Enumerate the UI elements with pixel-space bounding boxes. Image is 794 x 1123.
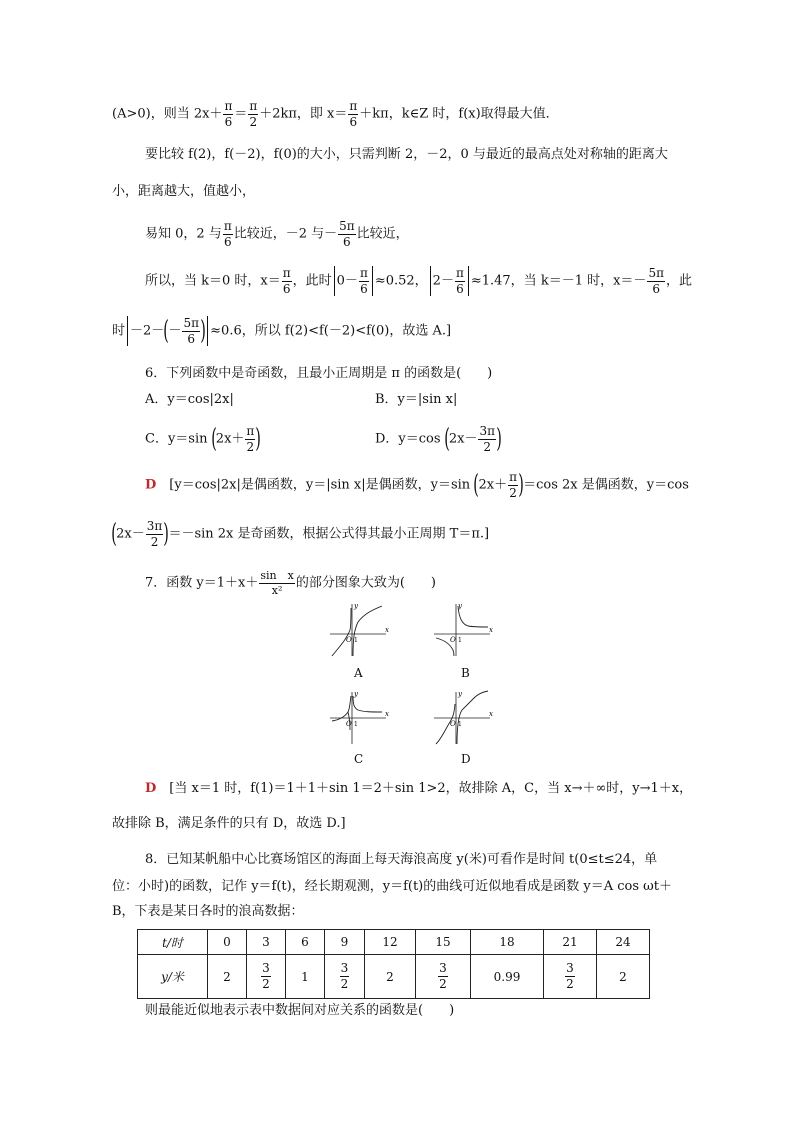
q7-b-one: 1 xyxy=(458,637,462,644)
q7-graph-a xyxy=(328,600,390,658)
solution-line-6: 时 －2－(－ $\frac{5\pi}{6}$ ) ≈0.6，所以 f(2)<f(－2)<f(0)，故选 A.] xyxy=(112,315,452,346)
table-cell: 0.99 xyxy=(471,955,544,999)
q8-stem-line-3: B，下表是某日各时的浪高数据： xyxy=(112,904,304,919)
q6-explanation-line-2: (2x－ $\frac{3\pi}{2}$ )＝－sin 2x 是奇函数，根据公式得其最小正周期 T＝π.] xyxy=(111,519,490,550)
q7-c-axis-x: x xyxy=(385,710,389,718)
table-cell: $\frac{3}{2}$ xyxy=(325,955,365,999)
table-cell: 2 xyxy=(208,955,247,999)
solution-line-1: (A>0)，则当 2x＋ $\frac{\pi}{6}$ ＝ $\frac{\pi}{2}$ ＋2kπ，即 x＝ $\frac{\pi}{6}$ ＋kπ，k∈Z 时，f(x)取得最大值． xyxy=(112,99,559,129)
q6-option-b: B．y＝|sin x| xyxy=(375,392,458,407)
q7-stem: 7．函数 y＝1＋x＋ $\frac{\text{sin x}}{\text{x²}}$ 的部分图象大致为( ) xyxy=(145,569,436,597)
q6-answer: D xyxy=(145,477,157,493)
q7-label-b: B xyxy=(461,666,470,680)
q8-stem-line-2: 位：小时)的函数，记作 y＝f(t)，经长期观测，y＝f(t)的曲线可近似地看成是函数 y＝A cos ωt＋ xyxy=(112,879,672,894)
solution-line-4: 易知 0，2 与 $\frac{\pi}{6}$ 比较近，－2 与－ $\frac{5\pi}{6}$ 比较近， xyxy=(145,219,409,249)
q7-graph-b xyxy=(432,600,494,658)
table-cell: 6 xyxy=(286,930,325,955)
q7-explanation-line-2: 故排除 B，满足条件的只有 D，故选 D.] xyxy=(112,816,346,831)
q7-d-one: 1 xyxy=(458,721,462,728)
q7-d-axis-x: x xyxy=(489,710,493,718)
q7-label-a: A xyxy=(354,666,363,680)
table-cell: 3 xyxy=(247,930,286,955)
q8-footer: 则最能近似地表示表中数据间对应关系的函数是( ) xyxy=(145,1003,455,1018)
table-cell: $\frac{3}{2}$ xyxy=(247,955,286,999)
q6-stem: 6．下列函数中是奇函数，且最小正周期是 π 的函数是( ) xyxy=(145,366,493,381)
table-row-height xyxy=(138,955,650,999)
q7-a-axis-x: x xyxy=(385,626,389,634)
wave-height-table xyxy=(137,929,650,999)
table-cell: 15 xyxy=(416,930,471,955)
q7-b-axis-y: y xyxy=(458,602,462,610)
q7-a-one: 1 xyxy=(354,637,358,644)
q7-c-axis-y: y xyxy=(354,690,358,698)
table-row-time xyxy=(138,930,650,955)
table-cell: 1 xyxy=(286,955,325,999)
q7-d-axis-y: y xyxy=(458,690,462,698)
table-cell: $\frac{3}{2}$ xyxy=(416,955,471,999)
table-cell: 12 xyxy=(365,930,416,955)
q8-stem-line-1: 8．已知某帆船中心比赛场馆区的海面上每天海浪高度 y(米)可看作是时间 t(0≤t≤24，单 xyxy=(145,852,658,867)
q7-c-one: 1 xyxy=(354,721,358,728)
q6-option-c: C．y＝sin (2x＋ $\frac{\pi}{2}$ ) xyxy=(145,424,262,455)
table-cell: $\frac{3}{2}$ xyxy=(544,955,597,999)
solution-line-5: 所以，当 k＝0 时，x＝ $\frac{\pi}{6}$ ，此时 0－ $\frac{\pi}{6}$ ≈0.52， 2－ $\frac{\pi}{6}$ ≈1.47，当 k＝－1 时，x＝－ $\frac{5\pi}{6}$ ，此 xyxy=(145,265,692,296)
q6-option-a: A．y＝cos|2x| xyxy=(145,392,234,407)
table-header-time: t/时 xyxy=(138,930,208,955)
q7-label-c: C xyxy=(354,752,364,766)
table-cell: 2 xyxy=(365,955,416,999)
table-cell: 21 xyxy=(544,930,597,955)
q7-label-d: D xyxy=(461,752,471,766)
table-header-height: y/米 xyxy=(138,955,208,999)
q7-a-origin: O xyxy=(346,636,352,644)
solution-line-2: 要比较 f(2)，f(－2)，f(0)的大小，只需判断 2，－2，0 与最近的最高点处对称轴的距离大 xyxy=(145,147,668,162)
q7-c-origin: O xyxy=(346,720,352,728)
q6-option-d: D．y＝cos (2x－ $\frac{3\pi}{2}$ ) xyxy=(375,424,502,455)
table-cell: 18 xyxy=(471,930,544,955)
q7-answer: D xyxy=(145,781,157,796)
q7-d-origin: O xyxy=(450,720,456,728)
q7-explanation-line-1: D [当 x＝1 时，f(1)＝1＋1＋sin 1＝2＋sin 1>2，故排除 A，C，当 x→＋∞时，y→1＋x， xyxy=(145,781,693,796)
solution-line-3: 小，距离越大，值越小， xyxy=(112,184,256,199)
q7-b-origin: O xyxy=(450,636,456,644)
table-cell: 9 xyxy=(325,930,365,955)
q7-a-axis-y: y xyxy=(354,602,358,610)
table-cell: 24 xyxy=(597,930,650,955)
table-cell: 0 xyxy=(208,930,247,955)
q6-explanation-line-1: D [y＝cos|2x|是偶函数，y＝|sin x|是偶函数，y＝sin (2x＋ $\frac{\pi}{2}$ )＝cos 2x 是偶函数，y＝cos xyxy=(145,470,689,501)
q7-graph-c xyxy=(328,688,390,746)
q7-b-axis-x: x xyxy=(489,626,493,634)
table-cell: 2 xyxy=(597,955,650,999)
q7-graph-d xyxy=(432,688,494,746)
